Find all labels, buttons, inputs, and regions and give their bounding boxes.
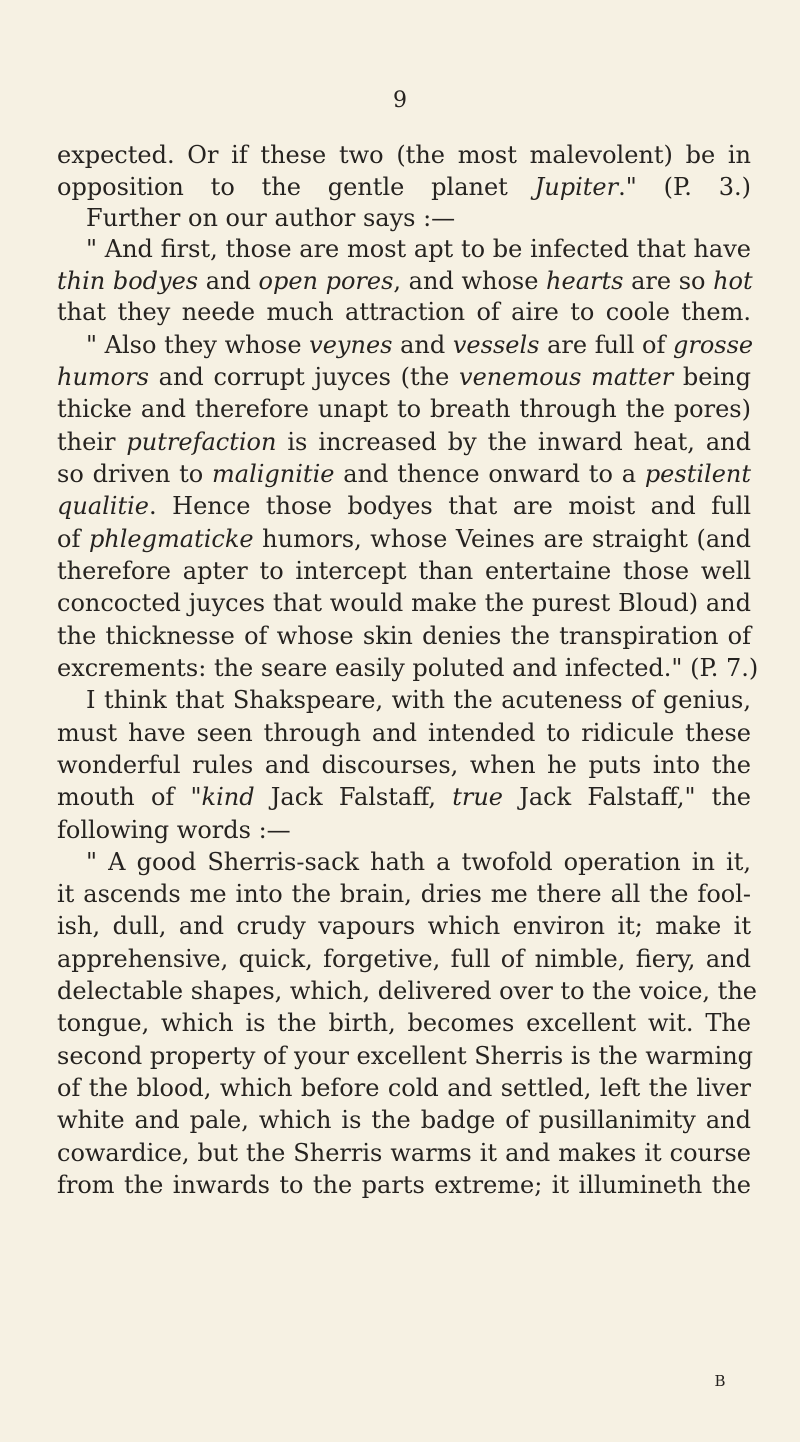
italic-run: hearts <box>546 267 624 295</box>
text-line: it ascends me into the brain, dries me there all the fool- <box>57 880 751 908</box>
text-line: mouth of "kind Jack Falstaff, true Jack Falstaff," the <box>57 783 751 811</box>
text-line: opposition to the gentle planet Jupiter." (P. 3.) <box>57 173 752 201</box>
italic-run: malignitie <box>212 460 335 488</box>
text-line: so driven to malignitie and thence onward to a pestilent <box>57 460 751 488</box>
text-line: of the blood, which before cold and settled, left the liver <box>57 1074 751 1102</box>
text-line: apprehensive, quick, forgetive, full of nimble, fiery, and <box>57 945 751 973</box>
text-line: expected. Or if these two (the most malevolent) be in <box>57 141 751 169</box>
signature-mark: B <box>714 1372 726 1390</box>
italic-run: open pores <box>258 267 394 295</box>
text-line: excrements: the seare easily poluted and infected." (P. 7.) <box>57 654 759 682</box>
italic-run: pestilent <box>644 460 751 488</box>
text-line: " And first, those are most apt to be infected that have <box>86 235 751 263</box>
text-line: their putrefaction is increased by the inward heat, and <box>57 428 751 456</box>
text-line: " Also they whose veynes and vessels are full of grosse <box>86 331 754 359</box>
text-line: of phlegmaticke humors, whose Veines are straight (and <box>57 525 752 553</box>
text-line: white and pale, which is the badge of pusillanimity and <box>57 1106 751 1134</box>
text-line: humors and corrupt juyces (the venemous matter being <box>57 363 751 391</box>
italic-run: qualitie <box>57 492 150 520</box>
text-line: the thicknesse of whose skin denies the transpiration of <box>57 622 751 650</box>
italic-run: putrefaction <box>126 428 277 456</box>
italic-run: kind <box>201 783 255 811</box>
italic-run: true <box>452 783 504 811</box>
text-line: I think that Shakspeare, with the acuteness of genius, <box>86 686 751 714</box>
text-line: Further on our author says :— <box>86 204 456 232</box>
text-line: cowardice, but the Sherris warms it and makes it course <box>57 1139 751 1167</box>
text-line: tongue, which is the birth, becomes excellent wit. The <box>57 1009 751 1037</box>
italic-run: thin bodyes <box>57 267 199 295</box>
text-line: wonderful rules and discourses, when he puts into the <box>57 751 751 779</box>
italic-run: phlegmaticke <box>88 525 254 553</box>
text-line: delectable shapes, which, delivered over to the voice, the <box>57 977 757 1005</box>
italic-run: Jupiter <box>534 173 619 201</box>
text-line: following words :— <box>57 816 291 844</box>
text-line: thin bodyes and open pores, and whose hearts are so hot <box>57 267 753 295</box>
text-line: must have seen through and intended to ridicule these <box>57 719 751 747</box>
text-line: " A good Sherris-sack hath a twofold operation in it, <box>86 848 751 876</box>
italic-run: vessels <box>452 331 540 359</box>
italic-run: hot <box>713 267 753 295</box>
text-line: qualitie. Hence those bodyes that are moist and full <box>57 492 751 520</box>
text-line: therefore apter to intercept than entertaine those well <box>57 557 751 585</box>
text-line: concocted juyces that would make the purest Bloud) and <box>57 589 751 617</box>
page-number: 9 <box>393 88 407 113</box>
text-line: thicke and therefore unapt to breath through the pores) <box>57 395 751 423</box>
text-line: ish, dull, and crudy vapours which environ it; make it <box>57 912 751 940</box>
italic-run: venemous matter <box>459 363 674 391</box>
text-line: that they neede much attraction of aire to coole them. <box>57 298 751 326</box>
italic-run: grosse <box>672 331 754 359</box>
italic-run: veynes <box>309 331 393 359</box>
text-line: second property of your excellent Sherris is the warming <box>57 1042 754 1070</box>
text-line: from the inwards to the parts extreme; it illumineth the <box>57 1171 751 1199</box>
italic-run: humors <box>57 363 149 391</box>
